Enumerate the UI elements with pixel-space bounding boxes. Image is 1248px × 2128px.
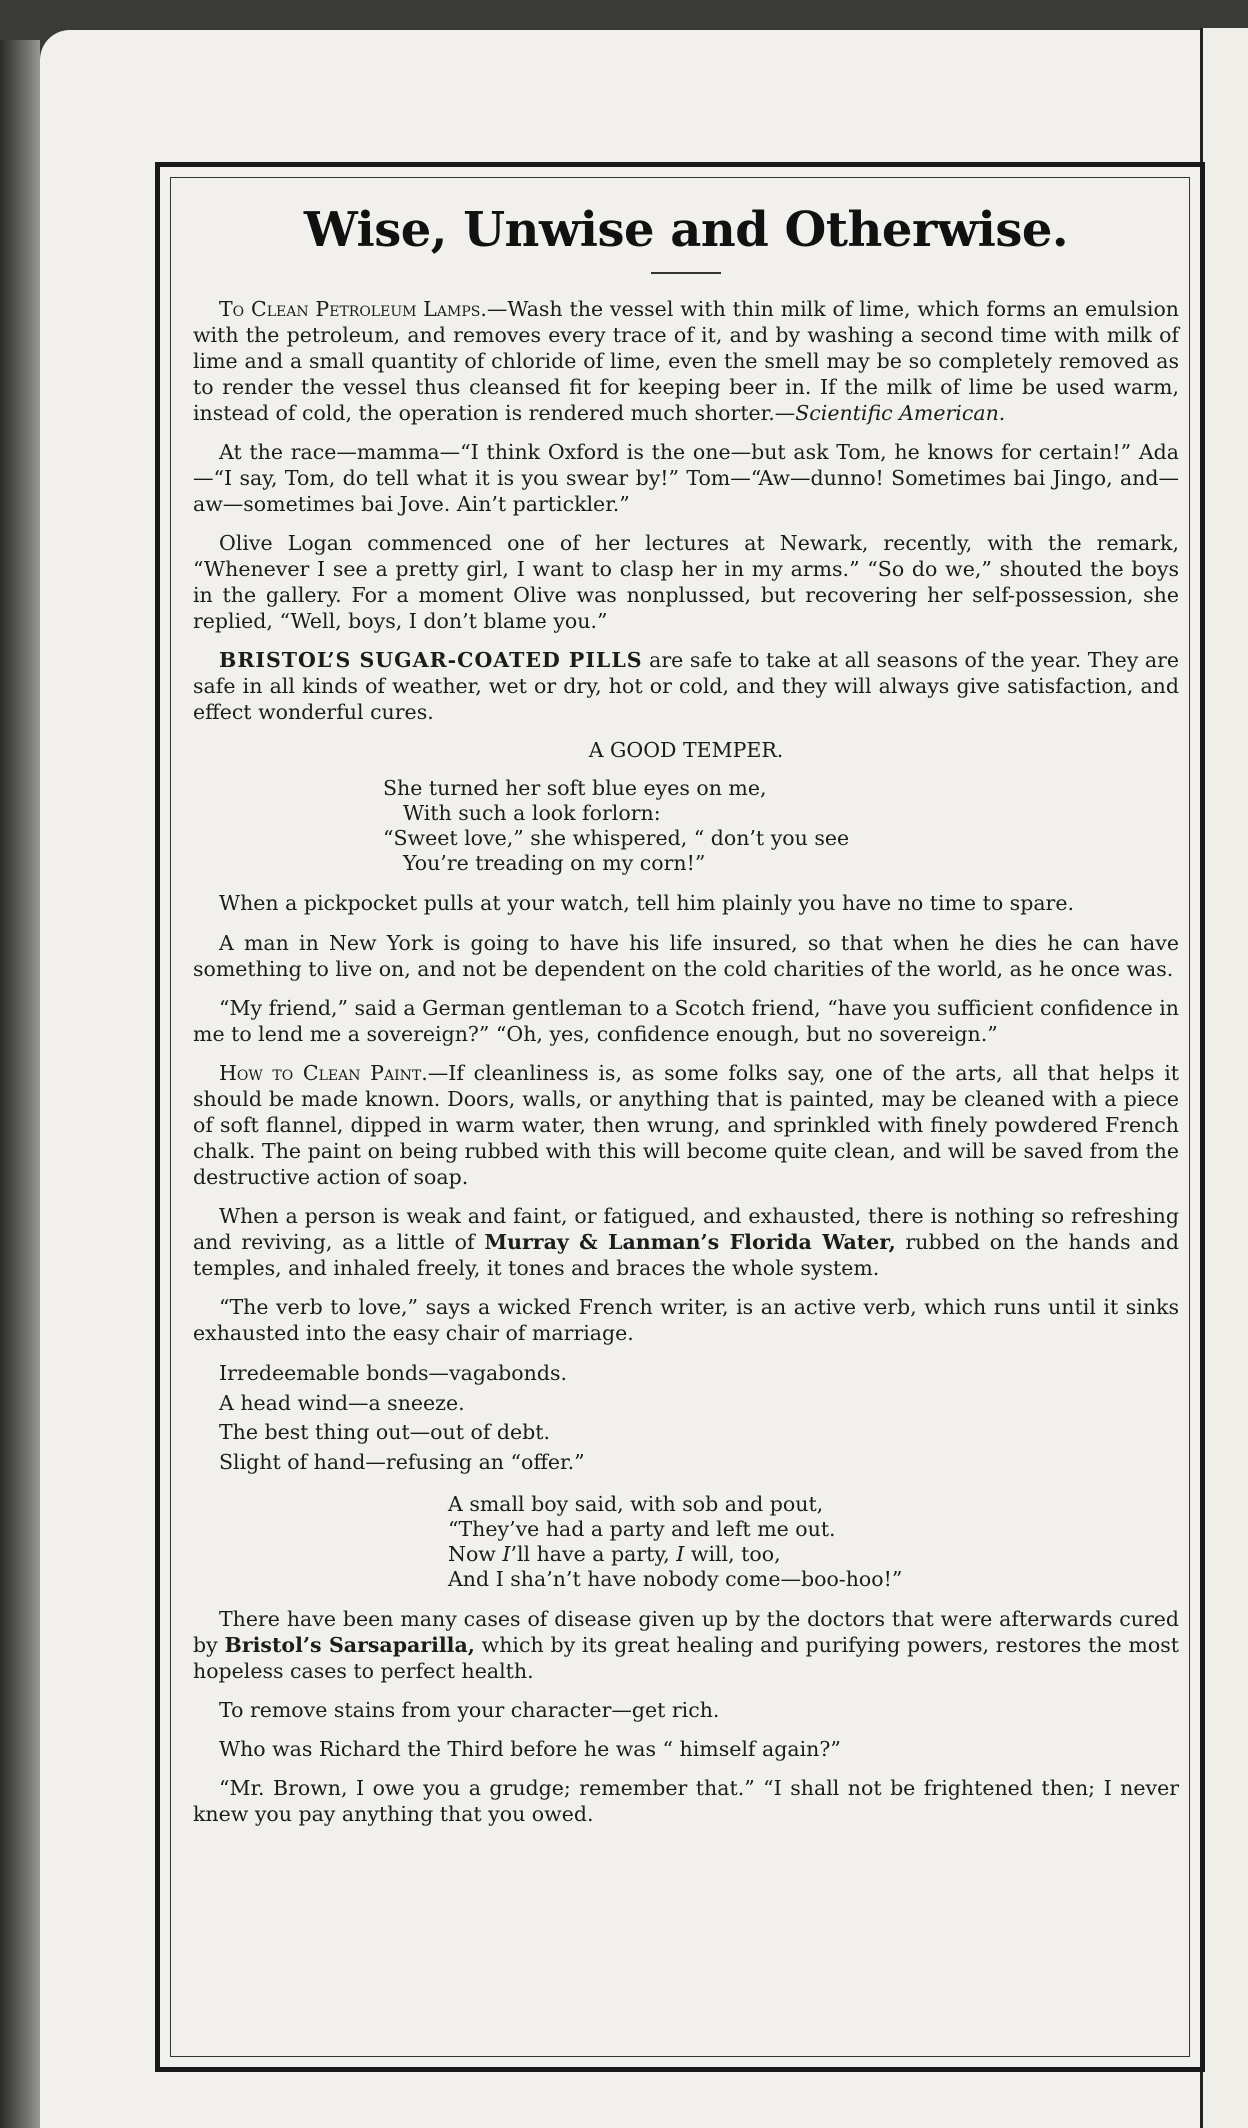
source-sci-am: Scientific American. xyxy=(795,401,1006,426)
text-sarsaparilla-pre: There have been many cases of disease given up by the doctors that were afterwards cured by xyxy=(193,1606,1179,1657)
paragraph-verb-to-love: “The verb to love,” says a wicked French writer, is an active verb, which runs until it sinks exhausted into the easy chair of marriage. xyxy=(193,1294,1179,1345)
quip: A head wind—a sneeze. xyxy=(219,1390,465,1415)
quip: Irredeemable bonds—vagabonds. xyxy=(219,1360,567,1385)
paragraph-new-york: A man in New York is going to have his life insured, so that when he dies he can have something to live on, and not be dependent on the cold charities of the world, as he once was. xyxy=(193,930,1179,981)
paragraph-pickpocket: When a pickpocket pulls at your watch, tell him plainly you have no time to spare. xyxy=(219,891,1074,916)
brand-florida-water: Murray & Lanman’s Florida Water, xyxy=(484,1229,896,1254)
poem-line: She turned her soft blue eyes on me, xyxy=(383,776,767,801)
poem-line: You’re treading on my corn!” xyxy=(403,851,706,876)
title-rule xyxy=(651,272,721,274)
text-sarsaparilla-post: which by its great healing and purifying powers, restores the most hopeless cases to perfect health. xyxy=(193,1632,1179,1683)
quip: The best thing out—out of debt. xyxy=(219,1420,551,1445)
paragraph-olive-logan: Olive Logan commenced one of her lectures at Newark, recently, with the remark, “Whenever I see a pretty girl, I want to clasp her in my arms.” “So do we,” shouted the boys in the gallery. For a moment Olive was nonplussed, but recovering her self-possession, she replied, “Well, boys, I don’t blame you.” xyxy=(193,531,1179,634)
paragraph-florida-water xyxy=(193,1203,1179,1281)
text-bristols-pills: are safe to take at all seasons of the year. They are safe in all kinds of weather, wet or dry, hot or cold, and they will always give satisfaction, and effect wonderful cures. xyxy=(193,648,1180,725)
paragraph-german: “My friend,” said a German gentleman to a Scotch friend, “have you sufficient confidence in me to lend me a sovereign?” “Oh, yes, confidence enough, but no sovereign.” xyxy=(193,995,1179,1046)
paragraph-bristols-pills xyxy=(193,647,1179,725)
paragraph-mr-brown: “Mr. Brown, I owe you a grudge; remember that.” “I shall not be frightened then; I never knew you pay anything that you owed. xyxy=(193,1775,1179,1826)
book-spine xyxy=(0,40,40,2128)
poem-line: “Sweet love,” she whispered, “ don’t you see xyxy=(383,826,850,851)
paragraph-clean-paint xyxy=(193,1060,1179,1190)
brand-sarsaparilla: Bristol’s Sarsaparilla, xyxy=(224,1632,475,1657)
text-florida-post: rubbed on the hands and temples, and inhaled freely, it tones and braces the whole system. xyxy=(193,1229,1179,1280)
text-clean-paint: —If cleanliness is, as some folks say, one of the arts, all that helps it should be made known. Doors, walls, or anything that is painted, may be cleaned with a piece of soft flannel, dipped in warm water, then wrung, and sprinkled with finely powdered French chalk. The paint on being rubbed with this will become quite clean, and will be saved from the destructive action of soap. xyxy=(193,1060,1179,1189)
poem-line: With such a look forlorn: xyxy=(403,801,661,826)
paragraph-richard: Who was Richard the Third before he was “ himself again?” xyxy=(219,1736,841,1761)
lead-petroleum: To Clean Petroleum Lamps. xyxy=(219,297,487,321)
poem-good-temper-title: A GOOD TEMPER. xyxy=(588,738,784,763)
paragraph-remove-stains: To remove stains from your character—get rich. xyxy=(219,1697,720,1722)
poem-line: And I sha’n’t have nobody come—boo-hoo!” xyxy=(448,1566,903,1591)
poem-line: “They’ve had a party and left me out. xyxy=(448,1516,836,1541)
page-title: Wise, Unwise and Otherwise. xyxy=(303,202,1069,258)
short-quips xyxy=(219,1359,1179,1478)
poem-line: Now I’ll have a party, I will, too, xyxy=(448,1541,781,1566)
brand-bristols-pills: BRISTOL’S SUGAR-COATED PILLS xyxy=(219,648,643,673)
poem-line: A small boy said, with sob and pout, xyxy=(448,1491,824,1516)
adjacent-page xyxy=(1200,28,1248,2128)
article-frame xyxy=(155,162,1205,2072)
paragraph-race: At the race—mamma—“I think Oxford is the one—but ask Tom, he knows for certain!” Ada—“I say, Tom, do tell what it is you swear by!” Tom—“Aw—dunno! Sometimes bai Jingo, and—aw—sometimes bai Jove. Ain’t partickler.” xyxy=(193,440,1179,517)
article-body xyxy=(170,177,1190,2057)
paragraph-sarsaparilla xyxy=(193,1606,1179,1684)
quip: Slight of hand—refusing an “offer.” xyxy=(219,1450,585,1475)
paragraph-petroleum-lamps xyxy=(193,296,1179,426)
poem-good-temper xyxy=(383,776,1179,876)
lead-clean-paint: How to Clean Paint. xyxy=(219,1060,428,1085)
text-petroleum: —Wash the vessel with thin milk of lime, which forms an emulsion with the petroleum, and removes every trace of it, and by washing a second time with milk of lime and a small quantity of chloride of lime, even the smell may be so completely removed as to render the vessel thus cleansed fit for keeping beer in. If the milk of lime be used warm, instead of cold, the operation is rendered much shorter.— xyxy=(193,297,1179,426)
poem-small-boy xyxy=(448,1492,1179,1592)
text-florida-pre: When a person is weak and faint, or fatigued, and exhausted, there is nothing so refreshing and reviving, as a little of xyxy=(193,1203,1179,1254)
